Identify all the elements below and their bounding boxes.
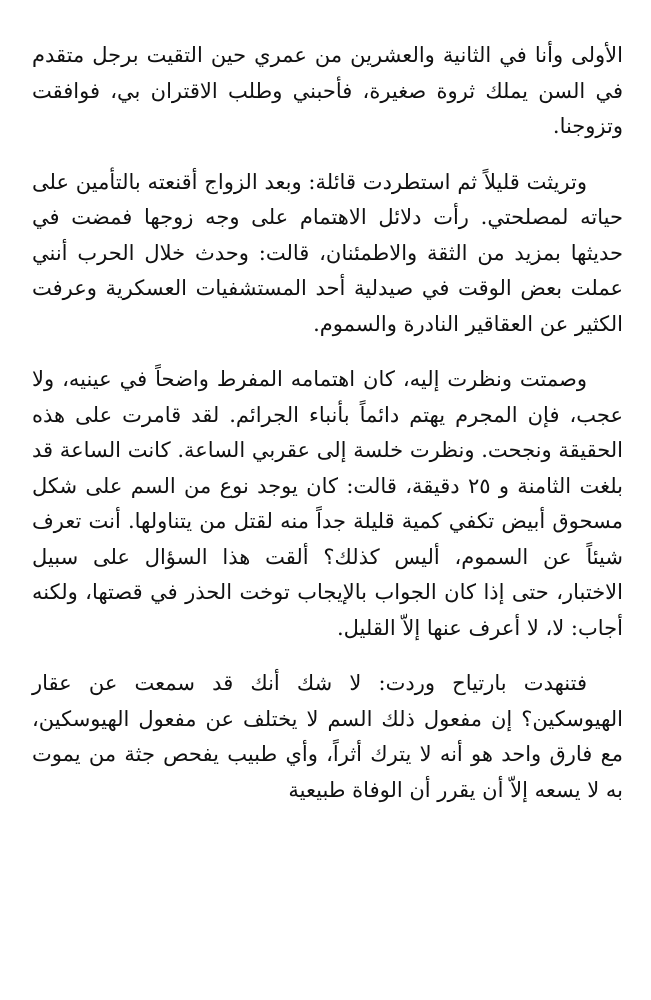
paragraph: وصمتت ونظرت إليه، كان اهتمامه المفرط واضحاً في عينيه، ولا عجب، فإن المجرم يهتم دائماً بأنباء الجرائم. لقد قامرت على هذه الحقيقة ونجحت. ونظرت خلسة إلى عقربي الساعة. كانت الساعة قد بلغت الثامنة و ٢٥ دقيقة، قالت: كان يوجد نوع من السم على شكل مسحوق أبيض تكفي كمية قليلة جداً منه لقتل من يتناولها. أنت تعرف شيئاً عن السموم، أليس كذلك؟ ألقت هذا السؤال على سبيل الاختبار، حتى إذا كان الجواب بالإيجاب توخت الحذر في قصتها، ولكنه أجاب: لا، لا أعرف عنها إلاّ القليل. — [32, 367, 624, 640]
paragraph: فتنهدت بارتياح وردت: لا شك أنك قد سمعت عن عقار الهيوسكين؟ إن مفعول ذلك السم لا يختلف عن مفعول الهيوسكين، مع فارق واحد هو أنه لا يترك أثراً، وأي طبيب يفحص جثة من يموت به لا يسعه إلاّ أن يقرر أن الوفاة طبيعية — [32, 671, 623, 802]
paragraph: الأولى وأنا في الثانية والعشرين من عمري حين التقيت برجل متقدم في السن يملك ثروة صغيرة، فأحبني وطلب الاقتران بي، فوافقت وتزوجنا. — [32, 43, 623, 138]
paragraph: وتريثت قليلاً ثم استطردت قائلة: وبعد الزواج أقنعته بالتأمين على حياته لمصلحتي. رأت دلائل الاهتمام على وجه زوجها فمضت في حديثها بمزيد من الثقة والاطمئنان، قالت: وحدث خلال الحرب أنني عملت بعض الوقت في صيدلية أحد المستشفيات العسكرية وعرفت الكثير عن العقاقير النادرة والسموم. — [32, 169, 623, 336]
